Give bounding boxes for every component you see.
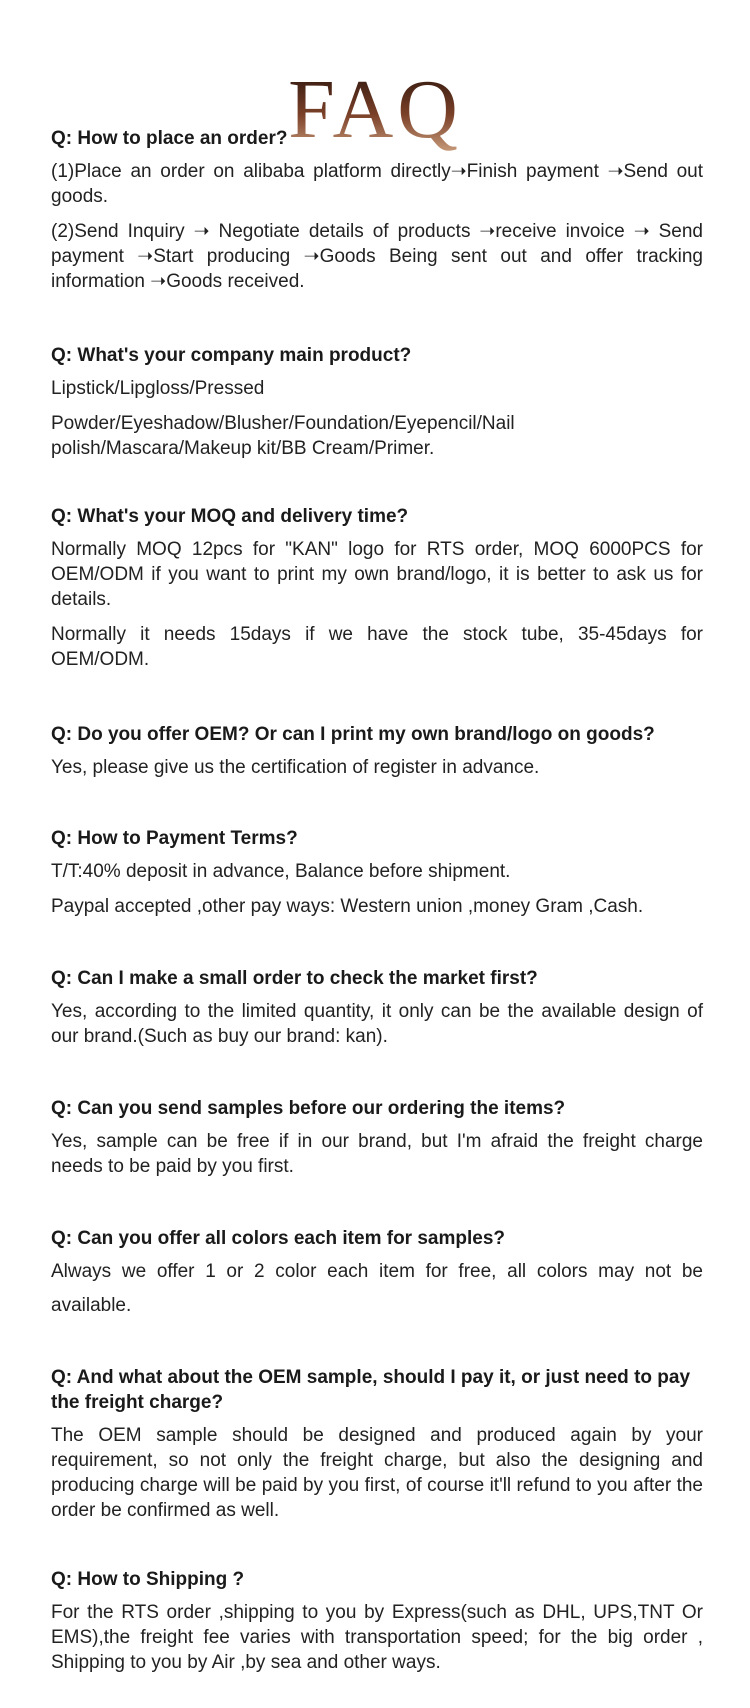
faq-question: Q: How to Shipping ? — [51, 1569, 245, 1590]
faq-answer: Always we offer 1 or 2 color each item for free, all colors may not be available. — [51, 1261, 703, 1316]
faq-question: Q: How to place an order? — [51, 128, 288, 149]
faq-item-small-order — [51, 966, 703, 1049]
faq-question: Q: Do you offer OEM? Or can I print my own brand/logo on goods? — [51, 724, 655, 745]
faq-question: Q: Can I make a small order to check the market first? — [51, 968, 538, 989]
faq-question: Q: What's your company main product? — [51, 345, 412, 366]
faq-question: Q: What's your MOQ and delivery time? — [51, 506, 409, 527]
faq-answer: Paypal accepted ,other pay ways: Western union ,money Gram ,Cash. — [51, 896, 644, 917]
faq-item-oem-logo — [51, 722, 703, 780]
faq-answer: Normally MOQ 12pcs for "KAN" logo for RTS order, MOQ 6000PCS for OEM/ODM if you want to print my own brand/logo, it is better to ask us for details. — [51, 539, 703, 610]
faq-answer: (2)Send Inquiry ➝ Negotiate details of products ➝receive invoice ➝ Send payment ➝Start producing ➝Goods Being sent out and offer tracking information ➝Goods received. — [51, 221, 703, 292]
faq-item-payment-terms — [51, 826, 703, 919]
faq-answer: Yes, according to the limited quantity, it only can be the available design of our brand.(Such as buy our brand: kan). — [51, 1001, 703, 1047]
faq-question: Q: Can you send samples before our ordering the items? — [51, 1098, 566, 1119]
faq-item-shipping — [51, 1567, 703, 1675]
page-title: FAQ — [288, 63, 462, 157]
faq-item-sample-colors — [51, 1226, 703, 1323]
faq-item-moq-delivery — [51, 504, 703, 672]
faq-item-place-order — [51, 126, 703, 294]
faq-answer: Powder/Eyeshadow/Blusher/Foundation/Eyepencil/Nail polish/Mascara/Makeup kit/BB Cream/Primer. — [51, 413, 515, 459]
faq-answer: T/T:40% deposit in advance, Balance before shipment. — [51, 861, 511, 882]
faq-item-oem-sample — [51, 1365, 703, 1523]
faq-item-samples — [51, 1096, 703, 1179]
faq-item-main-product — [51, 343, 703, 461]
faq-question: Q: How to Payment Terms? — [51, 828, 298, 849]
faq-answer: Lipstick/Lipgloss/Pressed — [51, 378, 265, 399]
faq-answer: Normally it needs 15days if we have the stock tube, 35-45days for OEM/ODM. — [51, 624, 703, 670]
faq-question: Q: Can you offer all colors each item for samples? — [51, 1228, 506, 1249]
faq-question: Q: And what about the OEM sample, should I pay it, or just need to pay the freight charge? — [51, 1367, 691, 1413]
faq-answer: The OEM sample should be designed and produced again by your requirement, so not only the freight charge, but also the designing and producing charge will be paid by you first, of course it'll refund to you after the order be confirmed as well. — [51, 1425, 703, 1521]
faq-answer: Yes, please give us the certification of register in advance. — [51, 757, 540, 778]
faq-answer: (1)Place an order on alibaba platform directly➝Finish payment ➝Send out goods. — [51, 161, 703, 207]
faq-answer: Yes, sample can be free if in our brand, but I'm afraid the freight charge needs to be paid by you first. — [51, 1131, 703, 1177]
faq-answer: For the RTS order ,shipping to you by Express(such as DHL, UPS,TNT Or EMS),the freight fee varies with transportation speed; for the big order , Shipping to you by Air ,by sea and other ways. — [51, 1602, 703, 1673]
